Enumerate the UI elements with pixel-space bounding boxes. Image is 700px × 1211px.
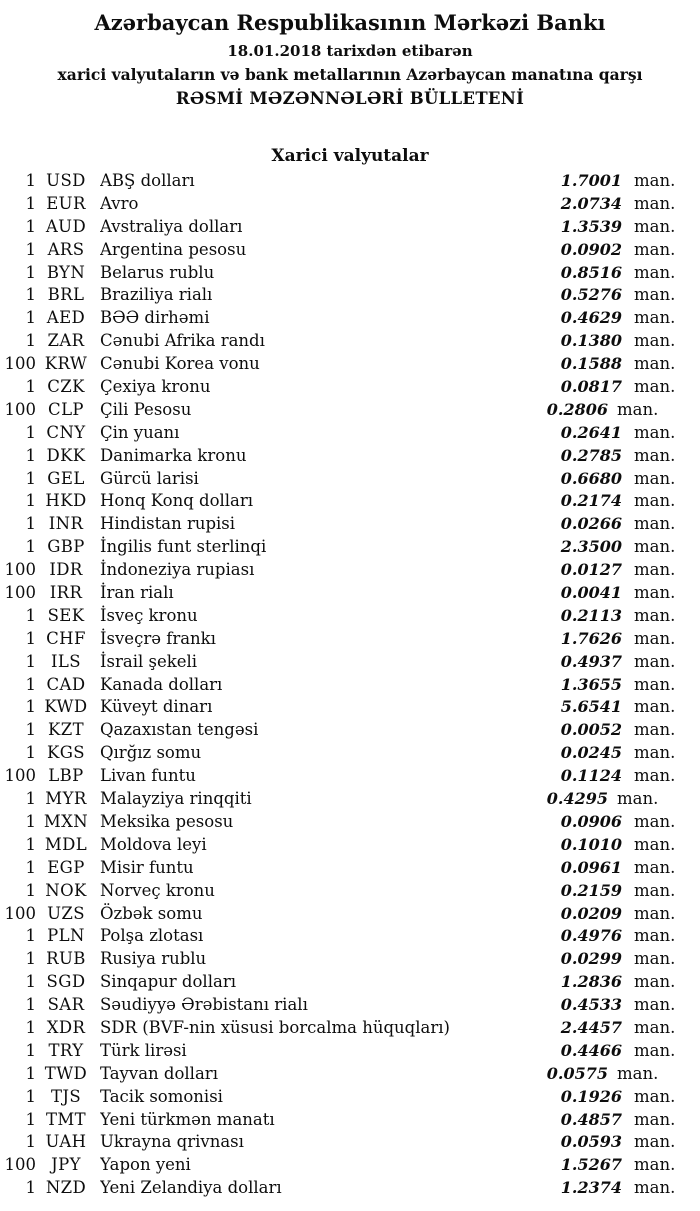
currency-name: İsrail şekeli [100, 651, 198, 671]
exchange-rate-value: 0.2785 [560, 445, 622, 465]
manat-unit-label: man. [634, 1132, 676, 1152]
exchange-rate-value: 0.4629 [560, 308, 622, 328]
currency-name: Gürcü larisi [100, 468, 199, 488]
quantity-value: 1 [25, 331, 36, 351]
exchange-rate-value: 0.4976 [560, 926, 622, 946]
quantity-value: 1 [25, 1132, 36, 1152]
manat-unit-label: man. [634, 628, 676, 648]
currency-code: GBP [47, 537, 85, 557]
currency-code: AED [46, 308, 86, 328]
rate-row [0, 307, 676, 330]
manat-unit-label: man. [634, 285, 676, 305]
exchange-rate-value: 1.5267 [560, 1155, 622, 1175]
quantity-value: 1 [25, 1178, 36, 1198]
rate-row [0, 239, 676, 262]
manat-unit-label: man. [634, 903, 676, 923]
currency-code: ZAR [47, 331, 85, 351]
rate-row [0, 1177, 676, 1200]
exchange-rate-value: 0.4295 [546, 789, 608, 809]
quantity-value: 1 [25, 537, 36, 557]
currency-code: BRL [47, 285, 85, 305]
currency-name: İsveç kronu [100, 605, 198, 625]
currency-code: PLN [47, 926, 85, 946]
currency-name: Meksika pesosu [100, 811, 234, 831]
currency-name: Yeni türkmən manatı [100, 1109, 275, 1129]
exchange-rate-value: 0.2806 [546, 399, 608, 419]
currency-name: Çin yuanı [100, 422, 180, 442]
manat-unit-label: man. [634, 949, 676, 969]
exchange-rate-value: 5.6541 [560, 697, 622, 717]
currency-name: Yapon yeni [100, 1155, 191, 1175]
rate-row [0, 788, 672, 811]
rate-row [0, 170, 676, 193]
currency-code: MYR [45, 789, 87, 809]
currency-name: Danimarka kronu [100, 445, 247, 465]
quantity-value: 100 [4, 766, 36, 786]
exchange-rate-value: 1.2374 [560, 1178, 622, 1198]
currency-code: NZD [45, 1178, 87, 1198]
currency-code: IDR [49, 560, 83, 580]
manat-unit-label: man. [634, 811, 676, 831]
currency-name: Qırğız somu [100, 743, 202, 763]
quantity-value: 1 [25, 1109, 36, 1129]
manat-unit-label: man. [634, 239, 676, 259]
currency-name: Özbək somu [100, 903, 203, 923]
quantity-value: 1 [25, 674, 36, 694]
currency-name: Misir funtu [100, 857, 194, 877]
rate-row [0, 1017, 676, 1040]
manat-unit-label: man. [634, 377, 676, 397]
quantity-value: 100 [4, 560, 36, 580]
rate-row [0, 696, 676, 719]
manat-unit-label: man. [634, 880, 676, 900]
currency-code: KRW [44, 354, 88, 374]
exchange-rate-value: 0.4466 [560, 1040, 622, 1060]
currency-name: Küveyt dinarı [100, 697, 213, 717]
rate-row [0, 399, 672, 422]
manat-unit-label: man. [634, 1155, 676, 1175]
currency-name: SDR (BVF-nin xüsusi borcalma hüquqları) [100, 1017, 450, 1037]
currency-code: DKK [46, 445, 86, 465]
currency-code: EGP [47, 857, 85, 877]
quantity-value: 1 [25, 1017, 36, 1037]
exchange-rate-value: 0.0593 [560, 1132, 622, 1152]
quantity-value: 1 [25, 926, 36, 946]
quantity-value: 1 [25, 193, 36, 213]
currency-name: Moldova leyi [100, 834, 207, 854]
exchange-rate-value: 0.2641 [560, 422, 622, 442]
manat-unit-label: man. [634, 354, 676, 374]
exchange-rate-value: 0.5276 [560, 285, 622, 305]
currency-name: Norveç kronu [100, 880, 215, 900]
currency-code: TWD [44, 1063, 88, 1083]
currency-code: TMT [45, 1109, 87, 1129]
manat-unit-label: man. [634, 1109, 676, 1129]
manat-unit-label: man. [634, 651, 676, 671]
currency-code: SAR [47, 995, 85, 1015]
quantity-value: 1 [25, 995, 36, 1015]
quantity-value: 1 [25, 972, 36, 992]
currency-code: ILS [51, 651, 81, 671]
currency-name: Çili Pesosu [100, 399, 192, 419]
manat-unit-label: man. [634, 1040, 676, 1060]
quantity-value: 1 [25, 422, 36, 442]
manat-unit-label: man. [634, 697, 676, 717]
quantity-value: 1 [25, 1040, 36, 1060]
currency-code: LBP [48, 766, 84, 786]
currency-name: Kanada dolları [100, 674, 223, 694]
currency-name: Tacik somonisi [100, 1086, 223, 1106]
currency-code: HKD [45, 491, 87, 511]
currency-name: İndoneziya rupiası [100, 560, 255, 580]
rate-row [0, 628, 676, 651]
manat-unit-label: man. [634, 583, 676, 603]
quantity-value: 100 [4, 1155, 36, 1175]
currency-name: Avstraliya dolları [100, 216, 243, 236]
currency-code: KZT [48, 720, 84, 740]
manat-unit-label: man. [634, 674, 676, 694]
exchange-rate-value: 2.4457 [560, 1017, 622, 1037]
rate-row [0, 925, 676, 948]
currency-code: JPY [51, 1155, 81, 1175]
currency-code: KWD [44, 697, 88, 717]
currency-code: CZK [47, 377, 85, 397]
rate-row [0, 468, 676, 491]
quantity-value: 1 [25, 857, 36, 877]
exchange-rate-value: 0.2174 [560, 491, 622, 511]
exchange-rate-value: 0.0299 [560, 949, 622, 969]
quantity-value: 1 [25, 1086, 36, 1106]
manat-unit-label: man. [634, 834, 676, 854]
rate-row [0, 1040, 676, 1063]
exchange-rate-value: 0.0052 [560, 720, 622, 740]
rate-row [0, 513, 676, 536]
currency-code: CNY [46, 422, 86, 442]
bank-name: Azərbaycan Respublikasının Mərkəzi Bankı [94, 10, 606, 35]
rate-row [0, 880, 676, 903]
rate-row [0, 582, 676, 605]
manat-unit-label: man. [634, 720, 676, 740]
quantity-value: 1 [25, 239, 36, 259]
currency-code: UZS [47, 903, 85, 923]
manat-unit-label: man. [617, 399, 659, 419]
exchange-rate-value: 0.1010 [560, 834, 622, 854]
currency-code: CAD [46, 674, 86, 694]
currency-code: INR [48, 514, 84, 534]
currency-code: CHF [46, 628, 86, 648]
manat-unit-label: man. [634, 422, 676, 442]
currency-name: Polşa zlotası [100, 926, 204, 946]
currency-name: Yeni Zelandiya dolları [100, 1178, 282, 1198]
rate-row [0, 651, 676, 674]
exchange-rate-value: 1.7626 [560, 628, 622, 648]
currency-name: Səudiyyə Ərəbistanı rialı [100, 995, 308, 1015]
manat-unit-label: man. [634, 445, 676, 465]
manat-unit-label: man. [634, 926, 676, 946]
quantity-value: 1 [25, 285, 36, 305]
currency-name: Sinqapur dolları [100, 972, 236, 992]
currency-name: Ukrayna qrivnası [100, 1132, 244, 1152]
rate-row [0, 1154, 676, 1177]
currency-name: İran rialı [100, 583, 174, 603]
bulletin-header [0, 0, 700, 110]
rate-row [0, 193, 676, 216]
currency-name: Rusiya rublu [100, 949, 207, 969]
manat-unit-label: man. [634, 1017, 676, 1037]
currency-code: GEL [47, 468, 85, 488]
rate-row [0, 1109, 676, 1132]
manat-unit-label: man. [634, 743, 676, 763]
rate-row [0, 834, 676, 857]
rate-row [0, 811, 676, 834]
rate-row [0, 262, 676, 285]
manat-unit-label: man. [634, 216, 676, 236]
currency-code: TRY [48, 1040, 84, 1060]
currency-code: RUB [46, 949, 86, 969]
currency-name: Türk lirəsi [100, 1040, 187, 1060]
currency-code: NOK [45, 880, 87, 900]
exchange-rate-value: 0.2159 [560, 880, 622, 900]
exchange-rate-value: 2.0734 [560, 193, 622, 213]
currency-name: Tayvan dolları [100, 1063, 218, 1083]
currency-name: İngilis funt sterlinqi [100, 537, 267, 557]
quantity-value: 1 [25, 491, 36, 511]
quantity-value: 100 [4, 399, 36, 419]
manat-unit-label: man. [634, 1086, 676, 1106]
currency-code: IRR [49, 583, 83, 603]
exchange-rate-value: 0.0266 [560, 514, 622, 534]
rate-row [0, 903, 676, 926]
manat-unit-label: man. [634, 193, 676, 213]
currency-code: KGS [46, 743, 85, 763]
quantity-value: 1 [25, 743, 36, 763]
currency-name: ABŞ dolları [100, 171, 195, 190]
manat-unit-label: man. [634, 995, 676, 1015]
currency-code: CLP [48, 399, 84, 419]
rate-row [0, 376, 676, 399]
rate-row [0, 445, 676, 468]
exchange-rate-value: 0.4857 [560, 1109, 622, 1129]
currency-name: İsveçrə frankı [100, 628, 216, 648]
currency-name: Hindistan rupisi [100, 514, 236, 534]
rate-row [0, 765, 676, 788]
quantity-value: 1 [25, 880, 36, 900]
currency-code: BYN [46, 262, 86, 282]
exchange-rate-value: 0.8516 [560, 262, 622, 282]
exchange-rate-value: 0.1926 [560, 1086, 622, 1106]
rate-row [0, 422, 676, 445]
exchange-rate-value: 0.0245 [560, 743, 622, 763]
currency-name: Honq Konq dolları [100, 491, 254, 511]
rate-row [0, 284, 676, 307]
currency-code: UAH [45, 1132, 87, 1152]
currency-code: ARS [47, 239, 85, 259]
currency-code: EUR [46, 193, 86, 213]
exchange-rate-value: 0.0209 [560, 903, 622, 923]
quantity-value: 1 [25, 834, 36, 854]
exchange-rate-value: 0.4533 [560, 995, 622, 1015]
quantity-value: 1 [25, 445, 36, 465]
rate-row [0, 216, 676, 239]
manat-unit-label: man. [634, 262, 676, 282]
manat-unit-label: man. [634, 308, 676, 328]
quantity-value: 1 [25, 949, 36, 969]
exchange-rate-value: 0.2113 [560, 605, 622, 625]
exchange-rate-value: 2.3500 [560, 537, 622, 557]
currency-code: SEK [47, 605, 85, 625]
manat-unit-label: man. [634, 537, 676, 557]
currency-name: Qazaxıstan tengəsi [100, 720, 259, 740]
quantity-value: 100 [4, 354, 36, 374]
currency-code: AUD [45, 216, 87, 236]
manat-unit-label: man. [634, 331, 676, 351]
exchange-rate-value: 0.1380 [560, 331, 622, 351]
exchange-rate-value: 1.2836 [560, 972, 622, 992]
quantity-value: 1 [25, 789, 36, 809]
manat-unit-label: man. [634, 171, 676, 190]
quantity-value: 100 [4, 903, 36, 923]
quantity-value: 1 [25, 308, 36, 328]
rate-row [0, 330, 676, 353]
currency-code: MXN [43, 811, 89, 831]
manat-unit-label: man. [634, 514, 676, 534]
bulletin-title: RƏSMİ MƏZƏNNƏLƏRİ BÜLLETENİ [175, 89, 525, 108]
quantity-value: 100 [4, 583, 36, 603]
rates-table [0, 170, 700, 1200]
rate-row [0, 857, 676, 880]
exchange-rate-value: 0.0041 [560, 583, 622, 603]
manat-unit-label: man. [634, 605, 676, 625]
exchange-rate-value: 1.7001 [560, 171, 622, 190]
exchange-rate-value: 0.0817 [560, 377, 622, 397]
manat-unit-label: man. [617, 789, 659, 809]
exchange-rate-value: 0.1588 [560, 354, 622, 374]
currency-name: Argentina pesosu [100, 239, 247, 259]
exchange-rate-value: 0.4937 [560, 651, 622, 671]
rate-row [0, 1086, 676, 1109]
manat-unit-label: man. [634, 560, 676, 580]
rate-row [0, 971, 676, 994]
rate-row [0, 948, 676, 971]
exchange-rate-value: 0.0906 [560, 811, 622, 831]
currency-name: Belarus rublu [100, 262, 215, 282]
currency-name: BƏƏ dirhəmi [100, 308, 210, 328]
exchange-rate-value: 0.0961 [560, 857, 622, 877]
rate-row [0, 490, 676, 513]
quantity-value: 1 [25, 171, 36, 190]
currency-code: SGD [46, 972, 86, 992]
rate-row [0, 605, 676, 628]
exchange-rate-value: 0.1124 [560, 766, 622, 786]
quantity-value: 1 [25, 216, 36, 236]
exchange-rate-value: 1.3655 [560, 674, 622, 694]
currency-name: Avro [100, 193, 139, 213]
exchange-rate-value: 1.3539 [560, 216, 622, 236]
quantity-value: 1 [25, 605, 36, 625]
exchange-rate-value: 0.0902 [560, 239, 622, 259]
quantity-value: 1 [25, 811, 36, 831]
rate-row [0, 674, 676, 697]
manat-unit-label: man. [634, 972, 676, 992]
manat-unit-label: man. [617, 1063, 659, 1083]
manat-unit-label: man. [634, 468, 676, 488]
quantity-value: 1 [25, 377, 36, 397]
effective-date-line: 18.01.2018 tarixdən etibarən [227, 42, 473, 60]
quantity-value: 1 [25, 720, 36, 740]
currency-code: TJS [50, 1086, 82, 1106]
manat-unit-label: man. [634, 1178, 676, 1198]
currency-name: Çexiya kronu [100, 377, 211, 397]
manat-unit-label: man. [634, 857, 676, 877]
quantity-value: 1 [25, 468, 36, 488]
rate-row [0, 1063, 672, 1086]
currency-name: Braziliya rialı [100, 285, 213, 305]
currency-code: XDR [46, 1017, 86, 1037]
manat-unit-label: man. [634, 491, 676, 511]
rate-row [0, 719, 676, 742]
rate-row [0, 559, 676, 582]
exchange-rate-value: 0.6680 [560, 468, 622, 488]
rate-row [0, 536, 676, 559]
quantity-value: 1 [25, 514, 36, 534]
quantity-value: 1 [25, 262, 36, 282]
currency-code: MDL [44, 834, 88, 854]
exchange-rate-value: 0.0127 [560, 560, 622, 580]
quantity-value: 1 [25, 697, 36, 717]
section-title-foreign-currencies: Xarici valyutalar [271, 146, 429, 166]
currency-name: Cənubi Afrika randı [100, 331, 265, 351]
currency-name: Cənubi Korea vonu [100, 354, 260, 374]
quantity-value: 1 [25, 628, 36, 648]
rate-row [0, 742, 676, 765]
currency-name: Malayziya rinqqiti [100, 789, 252, 809]
currency-name: Livan funtu [100, 766, 196, 786]
quantity-value: 1 [25, 651, 36, 671]
rate-row [0, 353, 676, 376]
subtitle-line: xarici valyutaların və bank metallarının Azərbaycan manatına qarşı [57, 65, 643, 84]
rate-row [0, 994, 676, 1017]
currency-code: USD [46, 171, 86, 190]
rate-row [0, 1131, 676, 1154]
quantity-value: 1 [25, 1063, 36, 1083]
manat-unit-label: man. [634, 766, 676, 786]
exchange-rate-value: 0.0575 [546, 1063, 608, 1083]
